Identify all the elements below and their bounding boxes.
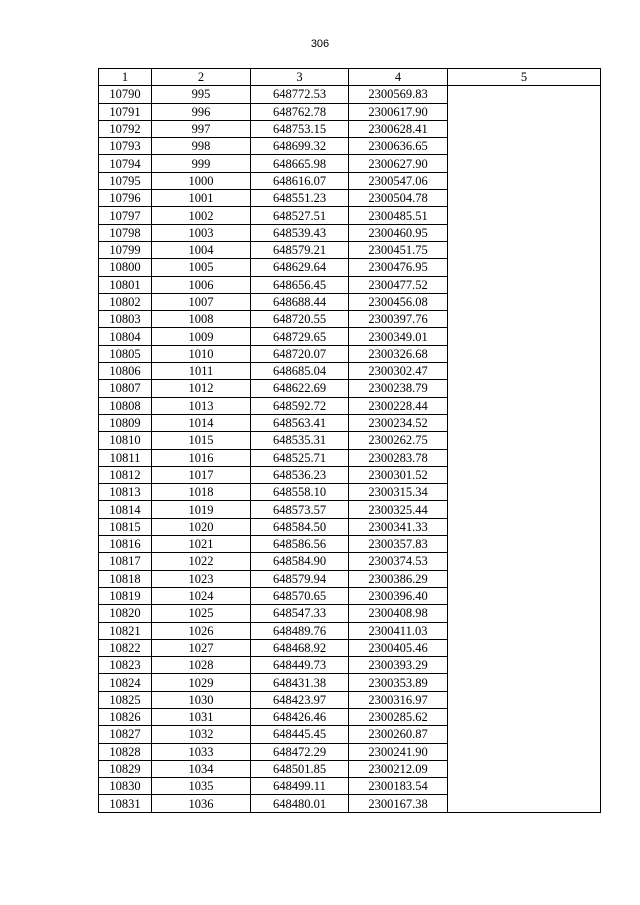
note-cell <box>448 778 601 795</box>
point-number-cell: 1004 <box>152 241 251 258</box>
x-coordinate-cell: 648729.65 <box>251 328 349 345</box>
note-cell <box>448 691 601 708</box>
note-cell <box>448 518 601 535</box>
row-number-cell: 10817 <box>99 553 152 570</box>
note-cell <box>448 345 601 362</box>
table-row <box>99 397 601 414</box>
note-cell <box>448 224 601 241</box>
x-coordinate-cell: 648525.71 <box>251 449 349 466</box>
x-coordinate-cell: 648579.21 <box>251 241 349 258</box>
table-row <box>99 536 601 553</box>
row-number-cell: 10829 <box>99 760 152 777</box>
y-coordinate-cell: 2300504.78 <box>349 190 448 207</box>
note-cell <box>448 484 601 501</box>
x-coordinate-cell: 648592.72 <box>251 397 349 414</box>
x-coordinate-cell: 648539.43 <box>251 224 349 241</box>
note-cell <box>448 328 601 345</box>
table-row <box>99 726 601 743</box>
point-number-cell: 1011 <box>152 363 251 380</box>
note-cell <box>448 501 601 518</box>
y-coordinate-cell: 2300627.90 <box>349 155 448 172</box>
table-row <box>99 103 601 120</box>
x-coordinate-cell: 648449.73 <box>251 657 349 674</box>
point-number-cell: 1010 <box>152 345 251 362</box>
row-number-cell: 10825 <box>99 691 152 708</box>
row-number-cell: 10828 <box>99 743 152 760</box>
y-coordinate-cell: 2300260.87 <box>349 726 448 743</box>
row-number-cell: 10790 <box>99 86 152 103</box>
note-cell <box>448 536 601 553</box>
row-number-cell: 10792 <box>99 120 152 137</box>
note-cell <box>448 449 601 466</box>
note-cell <box>448 276 601 293</box>
x-coordinate-cell: 648547.33 <box>251 605 349 622</box>
table-row <box>99 743 601 760</box>
table-row <box>99 311 601 328</box>
y-coordinate-cell: 2300262.75 <box>349 432 448 449</box>
table-row <box>99 639 601 656</box>
table-row <box>99 760 601 777</box>
point-number-cell: 1016 <box>152 449 251 466</box>
x-coordinate-cell: 648685.04 <box>251 363 349 380</box>
x-coordinate-cell: 648579.94 <box>251 570 349 587</box>
y-coordinate-cell: 2300341.33 <box>349 518 448 535</box>
x-coordinate-cell: 648563.41 <box>251 414 349 431</box>
point-number-cell: 1024 <box>152 587 251 604</box>
column-header-1: 1 <box>99 69 152 86</box>
table-row <box>99 276 601 293</box>
row-number-cell: 10827 <box>99 726 152 743</box>
note-cell <box>448 466 601 483</box>
note-cell <box>448 639 601 656</box>
page-number: 306 <box>310 38 330 50</box>
coordinates-table <box>98 68 601 813</box>
point-number-cell: 1013 <box>152 397 251 414</box>
row-number-cell: 10819 <box>99 587 152 604</box>
table-header <box>99 69 601 86</box>
note-cell <box>448 570 601 587</box>
note-cell <box>448 103 601 120</box>
point-number-cell: 1025 <box>152 605 251 622</box>
note-cell <box>448 120 601 137</box>
x-coordinate-cell: 648501.85 <box>251 760 349 777</box>
row-number-cell: 10830 <box>99 778 152 795</box>
y-coordinate-cell: 2300326.68 <box>349 345 448 362</box>
y-coordinate-cell: 2300617.90 <box>349 103 448 120</box>
y-coordinate-cell: 2300374.53 <box>349 553 448 570</box>
table-row <box>99 207 601 224</box>
row-number-cell: 10822 <box>99 639 152 656</box>
row-number-cell: 10815 <box>99 518 152 535</box>
point-number-cell: 1006 <box>152 276 251 293</box>
row-number-cell: 10799 <box>99 241 152 258</box>
table-row <box>99 328 601 345</box>
table-row <box>99 795 601 812</box>
note-cell <box>448 363 601 380</box>
point-number-cell: 1002 <box>152 207 251 224</box>
point-number-cell: 1023 <box>152 570 251 587</box>
table-row <box>99 345 601 362</box>
point-number-cell: 1032 <box>152 726 251 743</box>
note-cell <box>448 743 601 760</box>
note-cell <box>448 155 601 172</box>
table-row <box>99 86 601 103</box>
y-coordinate-cell: 2300238.79 <box>349 380 448 397</box>
x-coordinate-cell: 648720.55 <box>251 311 349 328</box>
row-number-cell: 10795 <box>99 172 152 189</box>
x-coordinate-cell: 648699.32 <box>251 138 349 155</box>
x-coordinate-cell: 648573.57 <box>251 501 349 518</box>
row-number-cell: 10810 <box>99 432 152 449</box>
note-cell <box>448 795 601 812</box>
y-coordinate-cell: 2300167.38 <box>349 795 448 812</box>
y-coordinate-cell: 2300301.52 <box>349 466 448 483</box>
y-coordinate-cell: 2300316.97 <box>349 691 448 708</box>
table-row <box>99 587 601 604</box>
table-row <box>99 224 601 241</box>
row-number-cell: 10804 <box>99 328 152 345</box>
row-number-cell: 10797 <box>99 207 152 224</box>
y-coordinate-cell: 2300183.54 <box>349 778 448 795</box>
point-number-cell: 1009 <box>152 328 251 345</box>
note-cell <box>448 553 601 570</box>
x-coordinate-cell: 648468.92 <box>251 639 349 656</box>
table-row <box>99 120 601 137</box>
point-number-cell: 1022 <box>152 553 251 570</box>
point-number-cell: 1014 <box>152 414 251 431</box>
x-coordinate-cell: 648772.53 <box>251 86 349 103</box>
x-coordinate-cell: 648536.23 <box>251 466 349 483</box>
point-number-cell: 1028 <box>152 657 251 674</box>
table-row <box>99 466 601 483</box>
y-coordinate-cell: 2300228.44 <box>349 397 448 414</box>
y-coordinate-cell: 2300456.08 <box>349 293 448 310</box>
y-coordinate-cell: 2300386.29 <box>349 570 448 587</box>
note-cell <box>448 241 601 258</box>
row-number-cell: 10826 <box>99 708 152 725</box>
y-coordinate-cell: 2300636.65 <box>349 138 448 155</box>
row-number-cell: 10814 <box>99 501 152 518</box>
point-number-cell: 1008 <box>152 311 251 328</box>
y-coordinate-cell: 2300408.98 <box>349 605 448 622</box>
note-cell <box>448 622 601 639</box>
row-number-cell: 10794 <box>99 155 152 172</box>
x-coordinate-cell: 648688.44 <box>251 293 349 310</box>
y-coordinate-cell: 2300451.75 <box>349 241 448 258</box>
row-number-cell: 10809 <box>99 414 152 431</box>
row-number-cell: 10811 <box>99 449 152 466</box>
table-row <box>99 363 601 380</box>
table-row <box>99 657 601 674</box>
table-row <box>99 518 601 535</box>
y-coordinate-cell: 2300477.52 <box>349 276 448 293</box>
point-number-cell: 996 <box>152 103 251 120</box>
y-coordinate-cell: 2300283.78 <box>349 449 448 466</box>
x-coordinate-cell: 648535.31 <box>251 432 349 449</box>
note-cell <box>448 293 601 310</box>
y-coordinate-cell: 2300315.34 <box>349 484 448 501</box>
x-coordinate-cell: 648570.65 <box>251 587 349 604</box>
x-coordinate-cell: 648762.78 <box>251 103 349 120</box>
row-number-cell: 10800 <box>99 259 152 276</box>
note-cell <box>448 432 601 449</box>
y-coordinate-cell: 2300411.03 <box>349 622 448 639</box>
table-row <box>99 293 601 310</box>
x-coordinate-cell: 648616.07 <box>251 172 349 189</box>
note-cell <box>448 397 601 414</box>
row-number-cell: 10798 <box>99 224 152 241</box>
y-coordinate-cell: 2300393.29 <box>349 657 448 674</box>
note-cell <box>448 86 601 103</box>
x-coordinate-cell: 648665.98 <box>251 155 349 172</box>
x-coordinate-cell: 648586.56 <box>251 536 349 553</box>
row-number-cell: 10831 <box>99 795 152 812</box>
table-row <box>99 501 601 518</box>
y-coordinate-cell: 2300357.83 <box>349 536 448 553</box>
note-cell <box>448 259 601 276</box>
table-row <box>99 622 601 639</box>
note-cell <box>448 311 601 328</box>
x-coordinate-cell: 648445.45 <box>251 726 349 743</box>
point-number-cell: 1029 <box>152 674 251 691</box>
point-number-cell: 1031 <box>152 708 251 725</box>
y-coordinate-cell: 2300569.83 <box>349 86 448 103</box>
note-cell <box>448 726 601 743</box>
point-number-cell: 1000 <box>152 172 251 189</box>
y-coordinate-cell: 2300485.51 <box>349 207 448 224</box>
y-coordinate-cell: 2300476.95 <box>349 259 448 276</box>
row-number-cell: 10802 <box>99 293 152 310</box>
table-row <box>99 138 601 155</box>
point-number-cell: 1012 <box>152 380 251 397</box>
point-number-cell: 1036 <box>152 795 251 812</box>
table-row <box>99 432 601 449</box>
point-number-cell: 995 <box>152 86 251 103</box>
point-number-cell: 1027 <box>152 639 251 656</box>
note-cell <box>448 138 601 155</box>
note-cell <box>448 190 601 207</box>
x-coordinate-cell: 648426.46 <box>251 708 349 725</box>
note-cell <box>448 760 601 777</box>
note-cell <box>448 380 601 397</box>
row-number-cell: 10821 <box>99 622 152 639</box>
note-cell <box>448 657 601 674</box>
y-coordinate-cell: 2300353.89 <box>349 674 448 691</box>
point-number-cell: 1005 <box>152 259 251 276</box>
x-coordinate-cell: 648472.29 <box>251 743 349 760</box>
row-number-cell: 10801 <box>99 276 152 293</box>
x-coordinate-cell: 648558.10 <box>251 484 349 501</box>
x-coordinate-cell: 648622.69 <box>251 380 349 397</box>
x-coordinate-cell: 648489.76 <box>251 622 349 639</box>
point-number-cell: 1026 <box>152 622 251 639</box>
point-number-cell: 998 <box>152 138 251 155</box>
table-row <box>99 553 601 570</box>
note-cell <box>448 674 601 691</box>
table-row <box>99 155 601 172</box>
y-coordinate-cell: 2300212.09 <box>349 760 448 777</box>
point-number-cell: 1021 <box>152 536 251 553</box>
row-number-cell: 10807 <box>99 380 152 397</box>
header-row <box>99 69 601 86</box>
row-number-cell: 10824 <box>99 674 152 691</box>
table-row <box>99 570 601 587</box>
point-number-cell: 999 <box>152 155 251 172</box>
x-coordinate-cell: 648431.38 <box>251 674 349 691</box>
y-coordinate-cell: 2300325.44 <box>349 501 448 518</box>
note-cell <box>448 605 601 622</box>
column-header-4: 4 <box>349 69 448 86</box>
note-cell <box>448 414 601 431</box>
point-number-cell: 1030 <box>152 691 251 708</box>
y-coordinate-cell: 2300397.76 <box>349 311 448 328</box>
point-number-cell: 1034 <box>152 760 251 777</box>
point-number-cell: 997 <box>152 120 251 137</box>
table-row <box>99 674 601 691</box>
note-cell <box>448 207 601 224</box>
table-row <box>99 605 601 622</box>
row-number-cell: 10813 <box>99 484 152 501</box>
y-coordinate-cell: 2300285.62 <box>349 708 448 725</box>
row-number-cell: 10818 <box>99 570 152 587</box>
table-body <box>99 86 601 812</box>
row-number-cell: 10808 <box>99 397 152 414</box>
x-coordinate-cell: 648480.01 <box>251 795 349 812</box>
point-number-cell: 1020 <box>152 518 251 535</box>
point-number-cell: 1007 <box>152 293 251 310</box>
table-row <box>99 172 601 189</box>
x-coordinate-cell: 648527.51 <box>251 207 349 224</box>
y-coordinate-cell: 2300349.01 <box>349 328 448 345</box>
x-coordinate-cell: 648499.11 <box>251 778 349 795</box>
x-coordinate-cell: 648423.97 <box>251 691 349 708</box>
x-coordinate-cell: 648629.64 <box>251 259 349 276</box>
column-header-3: 3 <box>251 69 349 86</box>
y-coordinate-cell: 2300302.47 <box>349 363 448 380</box>
row-number-cell: 10793 <box>99 138 152 155</box>
point-number-cell: 1018 <box>152 484 251 501</box>
point-number-cell: 1003 <box>152 224 251 241</box>
table-row <box>99 484 601 501</box>
row-number-cell: 10806 <box>99 363 152 380</box>
point-number-cell: 1019 <box>152 501 251 518</box>
row-number-cell: 10820 <box>99 605 152 622</box>
y-coordinate-cell: 2300234.52 <box>349 414 448 431</box>
y-coordinate-cell: 2300396.40 <box>349 587 448 604</box>
table-row <box>99 190 601 207</box>
x-coordinate-cell: 648584.90 <box>251 553 349 570</box>
note-cell <box>448 172 601 189</box>
point-number-cell: 1017 <box>152 466 251 483</box>
y-coordinate-cell: 2300628.41 <box>349 120 448 137</box>
row-number-cell: 10812 <box>99 466 152 483</box>
point-number-cell: 1035 <box>152 778 251 795</box>
table-row <box>99 449 601 466</box>
column-header-5: 5 <box>448 69 601 86</box>
y-coordinate-cell: 2300460.95 <box>349 224 448 241</box>
table-row <box>99 380 601 397</box>
column-header-2: 2 <box>152 69 251 86</box>
row-number-cell: 10791 <box>99 103 152 120</box>
row-number-cell: 10796 <box>99 190 152 207</box>
note-cell <box>448 708 601 725</box>
row-number-cell: 10816 <box>99 536 152 553</box>
x-coordinate-cell: 648656.45 <box>251 276 349 293</box>
y-coordinate-cell: 2300241.90 <box>349 743 448 760</box>
point-number-cell: 1015 <box>152 432 251 449</box>
x-coordinate-cell: 648753.15 <box>251 120 349 137</box>
y-coordinate-cell: 2300547.06 <box>349 172 448 189</box>
point-number-cell: 1001 <box>152 190 251 207</box>
table-row <box>99 708 601 725</box>
x-coordinate-cell: 648720.07 <box>251 345 349 362</box>
x-coordinate-cell: 648551.23 <box>251 190 349 207</box>
table-row <box>99 414 601 431</box>
row-number-cell: 10803 <box>99 311 152 328</box>
table-row <box>99 259 601 276</box>
table-row <box>99 241 601 258</box>
row-number-cell: 10823 <box>99 657 152 674</box>
point-number-cell: 1033 <box>152 743 251 760</box>
x-coordinate-cell: 648584.50 <box>251 518 349 535</box>
table-row <box>99 691 601 708</box>
note-cell <box>448 587 601 604</box>
y-coordinate-cell: 2300405.46 <box>349 639 448 656</box>
row-number-cell: 10805 <box>99 345 152 362</box>
table-row <box>99 778 601 795</box>
